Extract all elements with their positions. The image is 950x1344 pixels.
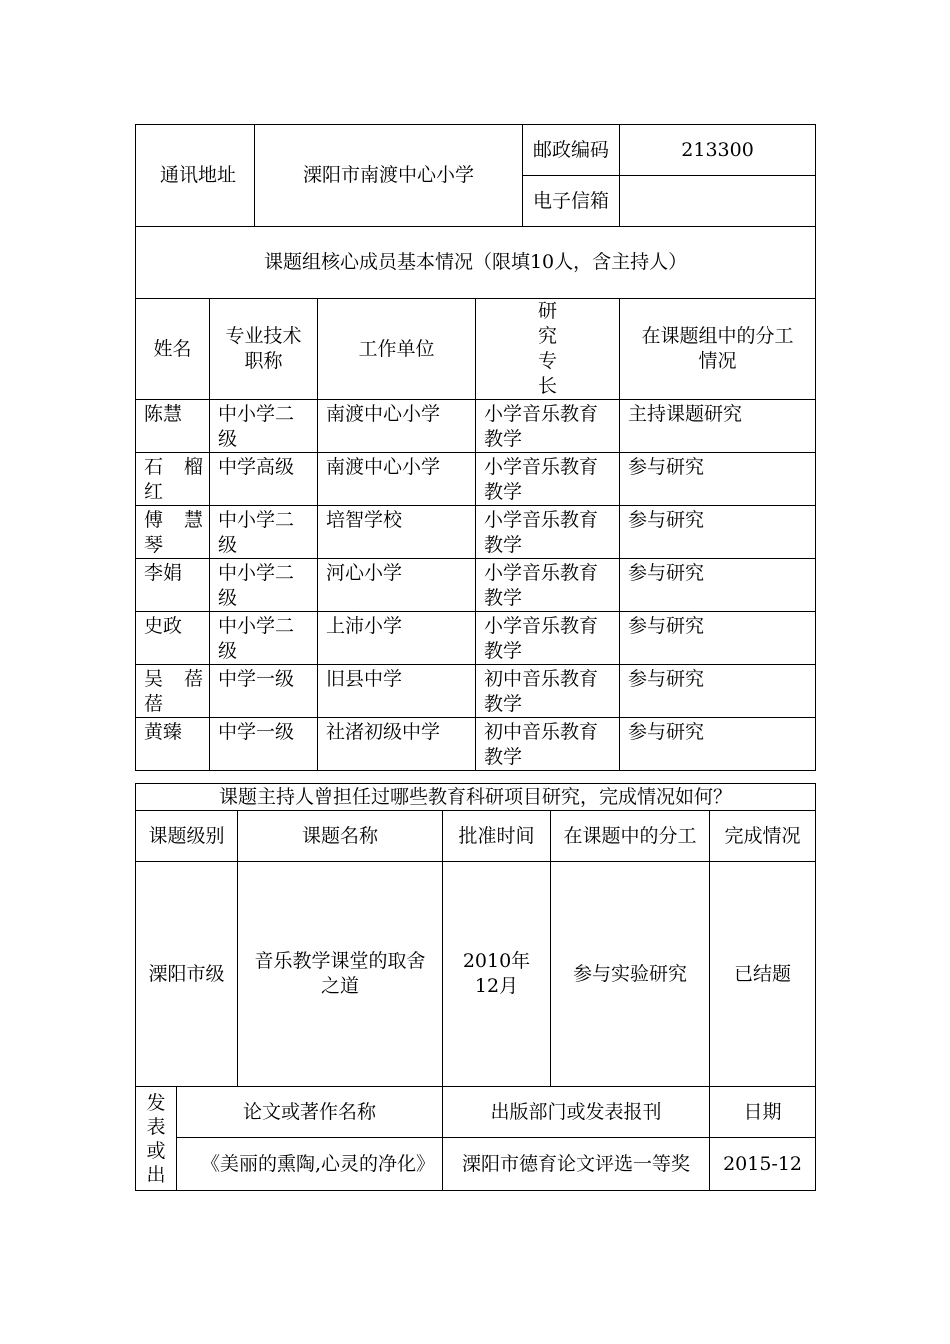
header-publication-title: 论文或著作名称 (177, 1087, 443, 1138)
postal-value: 213300 (620, 125, 816, 176)
header-publisher: 出版部门或发表报刊 (443, 1087, 710, 1138)
header-role: 在课题中的分工 (551, 811, 710, 862)
member-role: 参与研究 (620, 718, 816, 771)
postal-label: 邮政编码 (523, 125, 620, 176)
publication-title: 《美丽的熏陶,心灵的净化》 (177, 1138, 443, 1191)
member-role: 参与研究 (620, 612, 816, 665)
table-row (136, 559, 816, 612)
member-name: 傅 慧琴 (136, 506, 210, 559)
member-specialty: 小学音乐教育教学 (476, 400, 620, 453)
table-row (136, 612, 816, 665)
project-date: 2010年12月 (443, 862, 551, 1087)
publication-date: 2015-12 (710, 1138, 816, 1191)
member-unit: 南渡中心小学 (318, 453, 476, 506)
header-specialty: 研究专长 (476, 299, 620, 400)
projects-table (135, 783, 816, 1191)
member-role: 参与研究 (620, 665, 816, 718)
member-rank: 中小学二级 (210, 506, 318, 559)
projects-title: 课题主持人曾担任过哪些教育科研项目研究，完成情况如何？ (136, 784, 816, 811)
member-unit: 上沛小学 (318, 612, 476, 665)
member-role: 参与研究 (620, 506, 816, 559)
members-title: 课题组核心成员基本情况（限填10人，含主持人） (136, 227, 816, 299)
member-unit: 旧县中学 (318, 665, 476, 718)
member-name: 石 榴红 (136, 453, 210, 506)
member-specialty: 小学音乐教育教学 (476, 506, 620, 559)
publications-side-label: 发表或出 (136, 1087, 177, 1191)
member-rank: 中小学二级 (210, 612, 318, 665)
members-table (135, 124, 816, 771)
project-role: 参与实验研究 (551, 862, 710, 1087)
email-value (620, 176, 816, 227)
project-status: 已结题 (710, 862, 816, 1087)
header-publication-date: 日期 (710, 1087, 816, 1138)
member-unit: 社渚初级中学 (318, 718, 476, 771)
publication-publisher: 溧阳市德育论文评选一等奖 (443, 1138, 710, 1191)
member-rank: 中小学二级 (210, 400, 318, 453)
member-specialty: 初中音乐教育教学 (476, 665, 620, 718)
member-name: 吴 蓓蓓 (136, 665, 210, 718)
address-value: 溧阳市南渡中心小学 (255, 125, 523, 227)
member-role: 主持课题研究 (620, 400, 816, 453)
member-name: 史政 (136, 612, 210, 665)
header-name: 姓名 (136, 299, 210, 400)
member-specialty: 小学音乐教育教学 (476, 612, 620, 665)
member-role: 参与研究 (620, 453, 816, 506)
header-unit: 工作单位 (318, 299, 476, 400)
member-rank: 中小学二级 (210, 559, 318, 612)
member-specialty: 初中音乐教育教学 (476, 718, 620, 771)
table-row (136, 1138, 816, 1191)
table-row (136, 506, 816, 559)
member-name: 李娟 (136, 559, 210, 612)
project-name: 音乐教学课堂的取舍之道 (238, 862, 443, 1087)
header-rank: 专业技术职称 (210, 299, 318, 400)
email-label: 电子信箱 (523, 176, 620, 227)
member-unit: 河心小学 (318, 559, 476, 612)
member-rank: 中学一级 (210, 665, 318, 718)
member-role: 参与研究 (620, 559, 816, 612)
table-row (136, 453, 816, 506)
member-unit: 南渡中心小学 (318, 400, 476, 453)
member-rank: 中学一级 (210, 718, 318, 771)
table-row (136, 718, 816, 771)
member-rank: 中学高级 (210, 453, 318, 506)
table-row (136, 862, 816, 1087)
member-name: 陈慧 (136, 400, 210, 453)
header-date: 批准时间 (443, 811, 551, 862)
header-level: 课题级别 (136, 811, 238, 862)
header-status: 完成情况 (710, 811, 816, 862)
member-specialty: 小学音乐教育教学 (476, 559, 620, 612)
table-row (136, 665, 816, 718)
address-label: 通讯地址 (136, 125, 255, 227)
project-level: 溧阳市级 (136, 862, 238, 1087)
table-row (136, 400, 816, 453)
member-name: 黄臻 (136, 718, 210, 771)
member-unit: 培智学校 (318, 506, 476, 559)
header-project-name: 课题名称 (238, 811, 443, 862)
member-specialty: 小学音乐教育教学 (476, 453, 620, 506)
header-role: 在课题组中的分工情况 (620, 299, 816, 400)
